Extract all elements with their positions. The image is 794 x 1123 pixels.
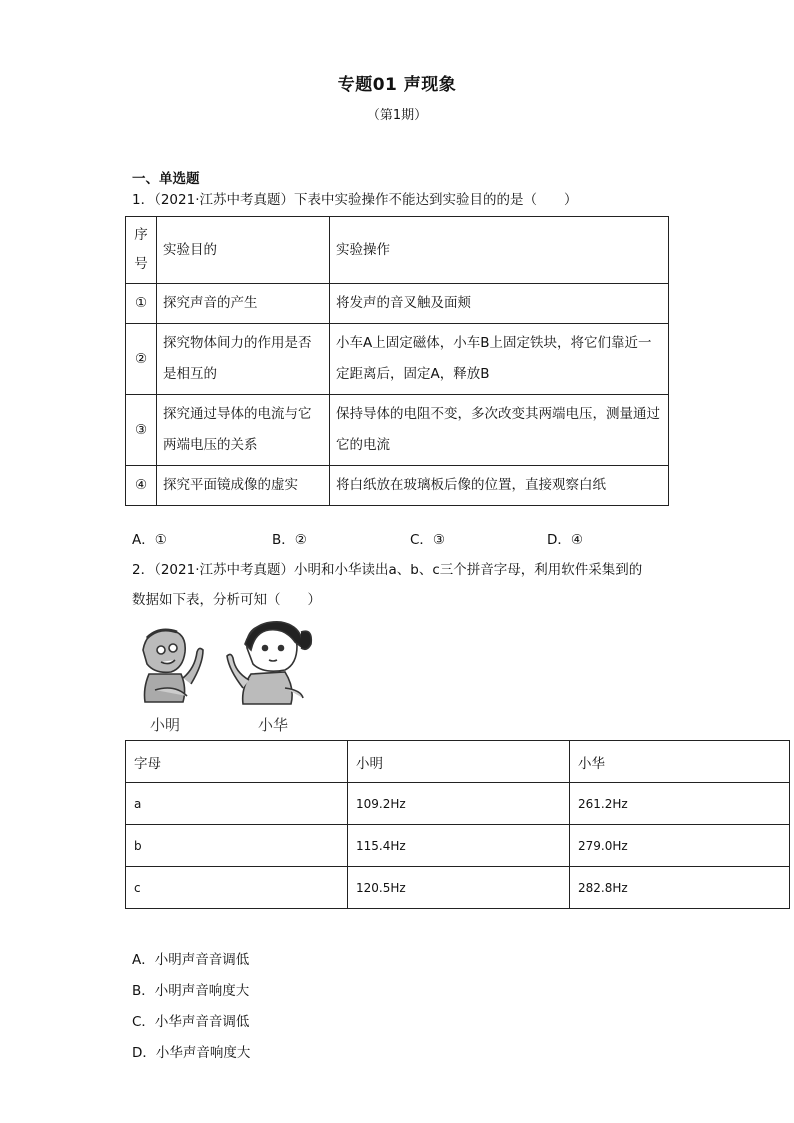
question-1-table — [125, 216, 669, 506]
row-number: ① — [126, 284, 157, 324]
table-row — [126, 466, 669, 506]
row-letter: a — [126, 783, 348, 825]
label-xiaoming: 小明 — [149, 716, 181, 734]
question-2-stem-line1: 2．（2021·江苏中考真题）小明和小华读出a、b、c三个拼音字母，利用软件采集到的 — [132, 562, 643, 578]
question-1-stem: 1．（2021·江苏中考真题）下表中实验操作不能达到实验目的的是（ ） — [132, 192, 578, 208]
header-cell-letter: 字母 — [126, 741, 348, 783]
q2-option-c[interactable]: C．小华声音音调低 — [132, 1014, 250, 1030]
header-number-line1: 序 — [134, 227, 148, 243]
label-xiaohua: 小华 — [257, 716, 289, 734]
page-title: 专题01 声现象 — [337, 75, 457, 95]
row-xiaoming-freq: 120.5Hz — [348, 867, 570, 909]
question-2-table — [125, 740, 790, 909]
table-row — [126, 825, 790, 867]
row-operation: 小车A上固定磁体，小车B上固定铁块，将它们靠近一定距离后，固定A，释放B — [330, 324, 669, 395]
row-number: ② — [126, 324, 157, 395]
option-b[interactable]: B．② — [272, 532, 307, 548]
row-number: ③ — [126, 395, 157, 466]
question-2-illustration — [125, 618, 315, 738]
row-xiaohua-freq: 261.2Hz — [570, 783, 790, 825]
row-letter: b — [126, 825, 348, 867]
option-c[interactable]: C．③ — [410, 532, 446, 548]
row-goal: 探究声音的产生 — [157, 284, 330, 324]
option-d[interactable]: D．④ — [547, 532, 583, 548]
row-xiaohua-freq: 282.8Hz — [570, 867, 790, 909]
table-row — [126, 867, 790, 909]
row-goal: 探究物体间力的作用是否是相互的 — [157, 324, 330, 395]
header-cell-goal: 实验目的 — [157, 217, 330, 284]
option-a[interactable]: A．① — [132, 532, 167, 548]
row-number: ④ — [126, 466, 157, 506]
row-operation: 保持导体的电阻不变，多次改变其两端电压，测量通过它的电流 — [330, 395, 669, 466]
table-header-row — [126, 217, 669, 284]
table-row — [126, 395, 669, 466]
row-xiaohua-freq: 279.0Hz — [570, 825, 790, 867]
table-header-row — [126, 741, 790, 783]
q2-option-a[interactable]: A．小明声音音调低 — [132, 952, 250, 968]
header-cell-number — [126, 217, 157, 284]
table-row — [126, 284, 669, 324]
page-subtitle: （第1期） — [366, 108, 428, 123]
row-letter: c — [126, 867, 348, 909]
header-cell-xiaohua: 小华 — [570, 741, 790, 783]
row-xiaoming-freq: 115.4Hz — [348, 825, 570, 867]
table-row — [126, 783, 790, 825]
question-2-stem-line2: 数据如下表，分析可知（ ） — [132, 592, 321, 608]
row-xiaoming-freq: 109.2Hz — [348, 783, 570, 825]
cartoon-figures-icon — [125, 618, 315, 738]
q2-option-d[interactable]: D．小华声音响度大 — [132, 1045, 251, 1061]
table-row — [126, 324, 669, 395]
q2-option-b[interactable]: B．小明声音响度大 — [132, 983, 250, 999]
header-number-line2: 号 — [134, 256, 148, 272]
row-operation: 将发声的音叉触及面颊 — [330, 284, 669, 324]
row-operation: 将白纸放在玻璃板后像的位置，直接观察白纸 — [330, 466, 669, 506]
header-cell-operation: 实验操作 — [330, 217, 669, 284]
row-goal: 探究通过导体的电流与它两端电压的关系 — [157, 395, 330, 466]
header-cell-xiaoming: 小明 — [348, 741, 570, 783]
row-goal: 探究平面镜成像的虚实 — [157, 466, 330, 506]
section-heading: 一、单选题 — [132, 171, 200, 187]
